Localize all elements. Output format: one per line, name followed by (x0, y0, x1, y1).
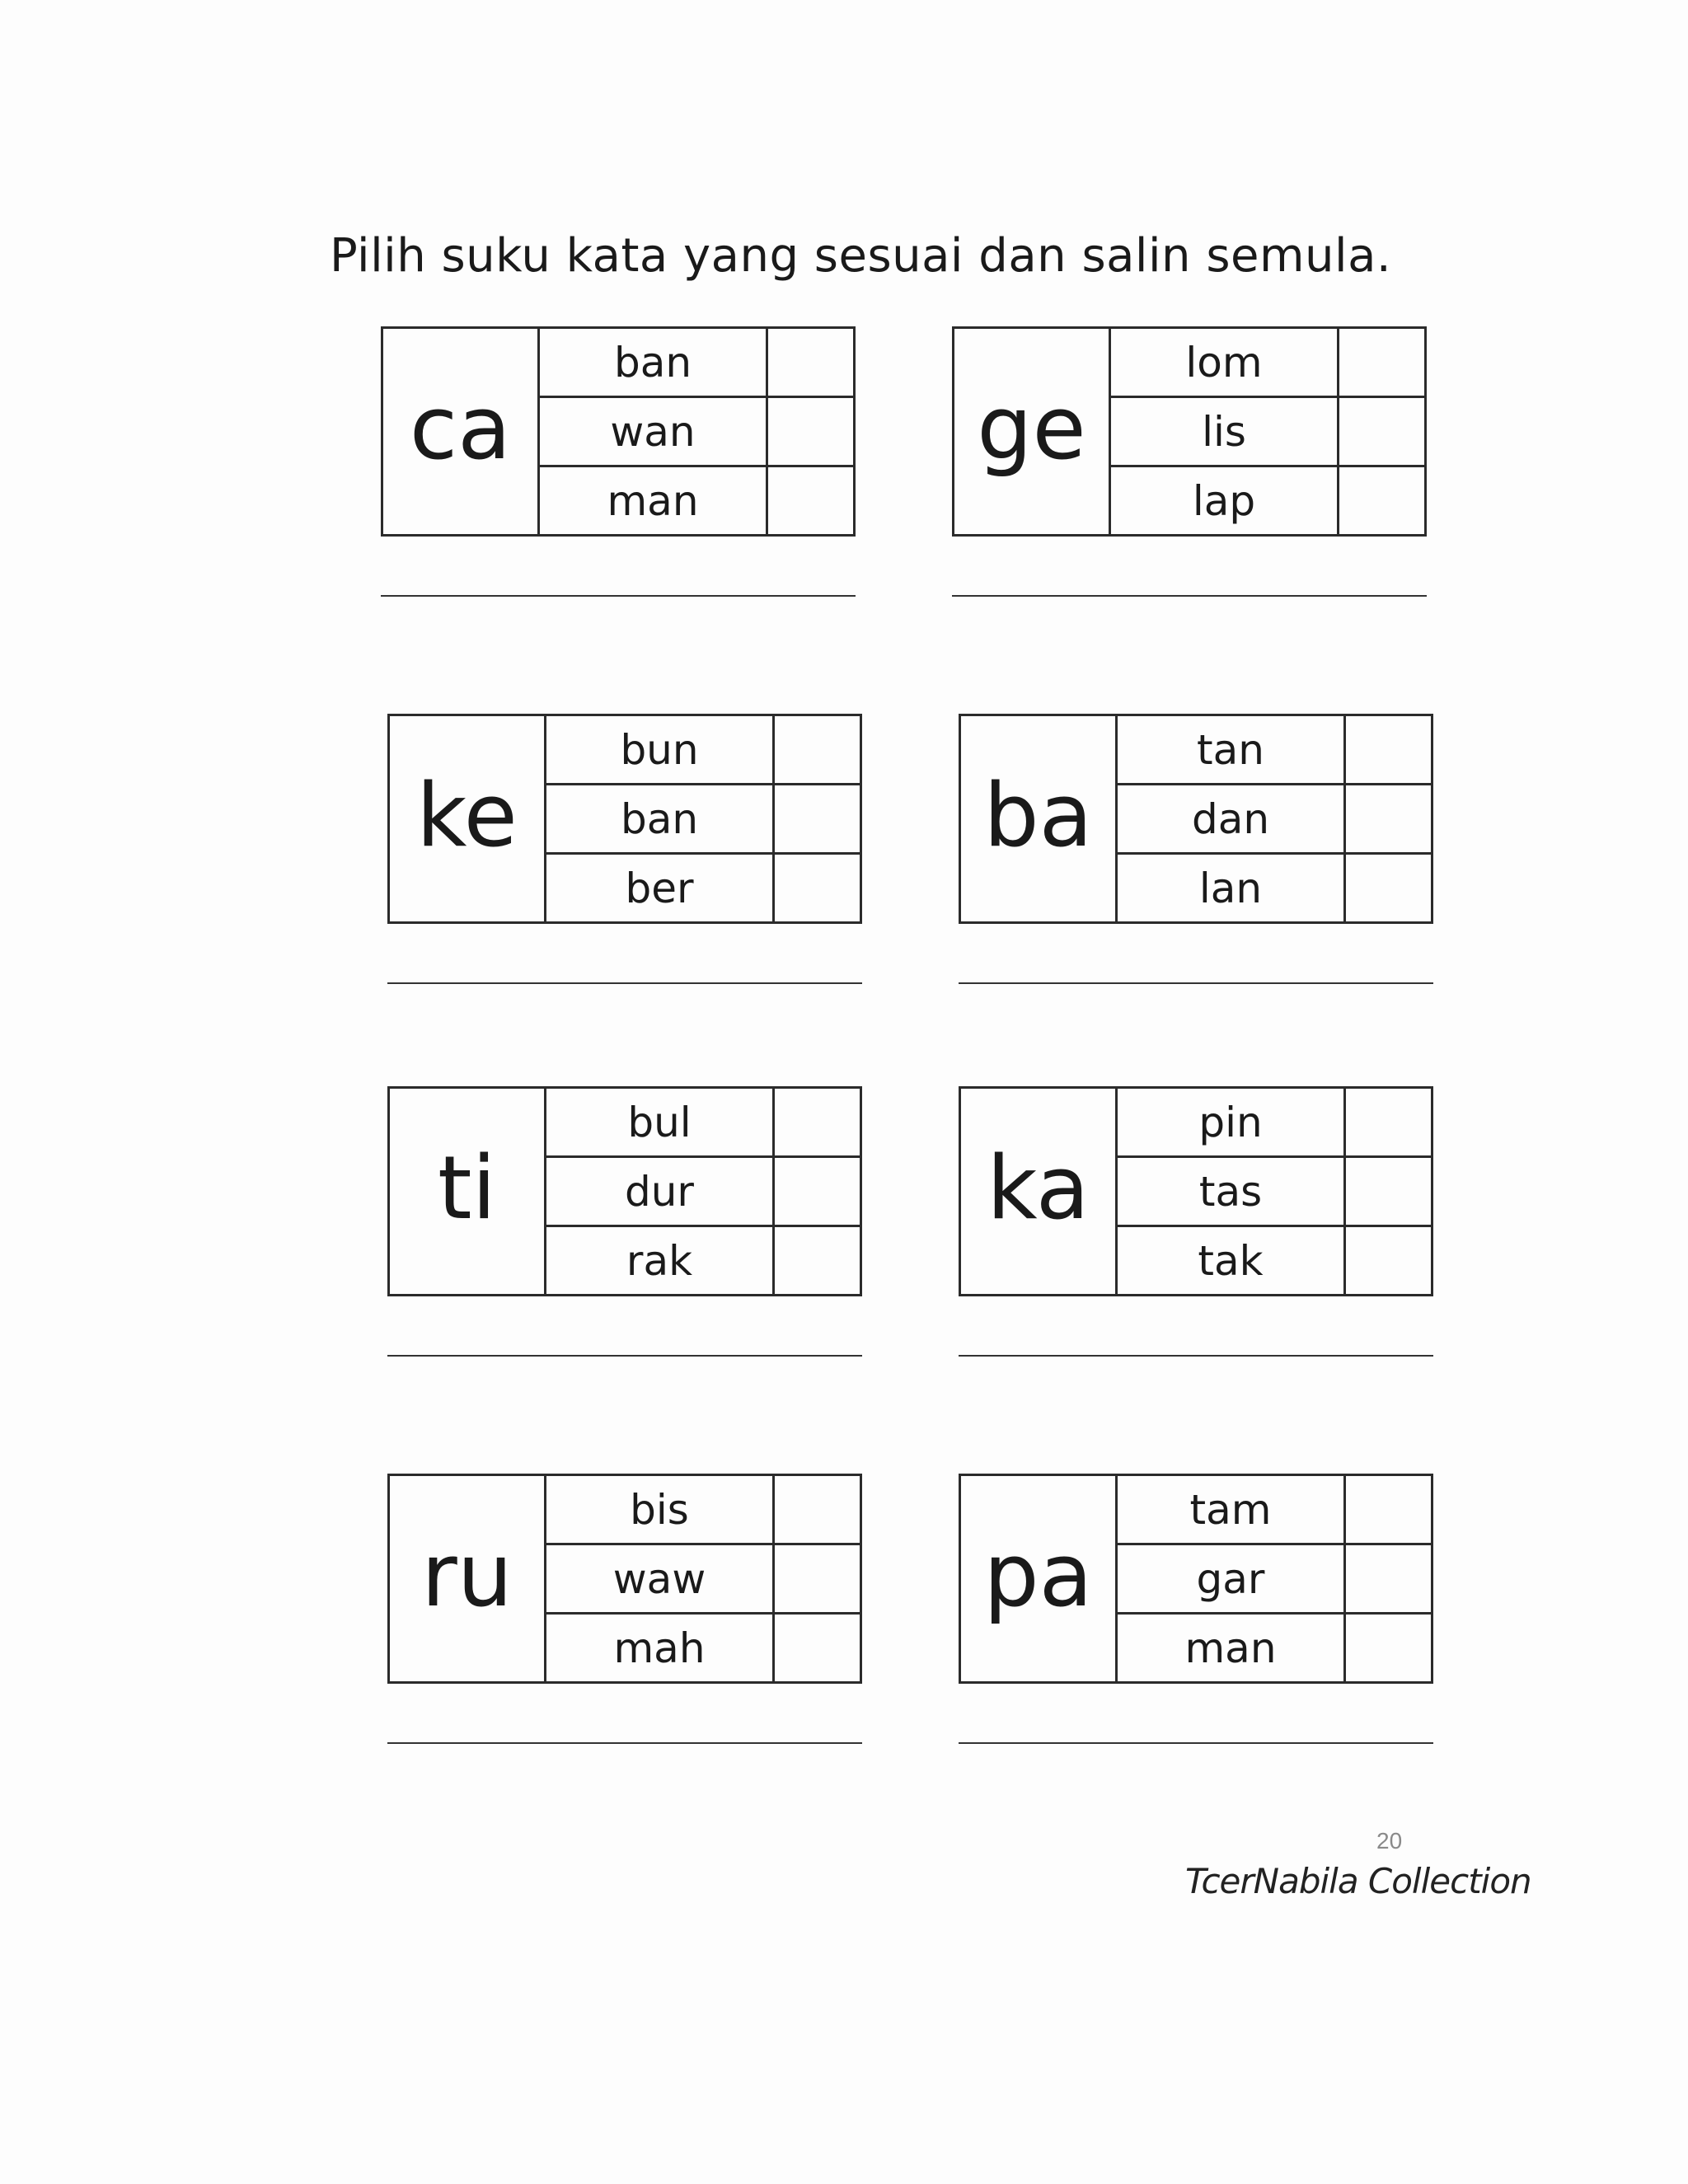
base-syllable: ru (390, 1476, 546, 1681)
option-list (1118, 1089, 1431, 1294)
option-checkbox[interactable] (775, 1158, 860, 1225)
option-syllable: bun (546, 716, 775, 783)
option-row (546, 1615, 860, 1681)
option-checkbox[interactable] (775, 1089, 860, 1155)
option-checkbox[interactable] (1339, 329, 1424, 396)
option-row (546, 785, 860, 855)
option-syllable: dur (546, 1158, 775, 1225)
page-number: 20 (1376, 1828, 1403, 1854)
option-row (1118, 785, 1431, 855)
base-syllable: ti (390, 1089, 546, 1294)
exercise-6 (959, 1086, 1433, 1296)
option-syllable: wan (540, 398, 768, 465)
base-syllable: pa (961, 1476, 1118, 1681)
exercise-5 (387, 1086, 862, 1296)
option-checkbox[interactable] (775, 785, 860, 852)
option-checkbox[interactable] (775, 716, 860, 783)
option-checkbox[interactable] (1339, 398, 1424, 465)
exercise-8 (959, 1474, 1433, 1684)
option-checkbox[interactable] (1346, 1476, 1431, 1543)
option-syllable: man (1118, 1615, 1346, 1681)
option-list (1118, 1476, 1431, 1681)
option-syllable: mah (546, 1615, 775, 1681)
option-row (546, 1158, 860, 1227)
option-syllable: rak (546, 1227, 775, 1294)
option-checkbox[interactable] (775, 1476, 860, 1543)
option-syllable: ban (546, 785, 775, 852)
base-syllable: ke (390, 716, 546, 921)
answer-line[interactable] (959, 1355, 1433, 1357)
option-syllable: waw (546, 1545, 775, 1612)
option-checkbox[interactable] (1346, 855, 1431, 921)
option-row (540, 329, 853, 398)
exercise-3 (387, 714, 862, 924)
option-syllable: dan (1118, 785, 1346, 852)
option-row (546, 716, 860, 785)
option-syllable: ban (540, 329, 768, 396)
option-list (540, 329, 853, 534)
option-list (546, 1089, 860, 1294)
answer-line[interactable] (381, 595, 856, 597)
option-row (1118, 1227, 1431, 1294)
answer-line[interactable] (952, 595, 1427, 597)
option-checkbox[interactable] (775, 1615, 860, 1681)
option-syllable: lom (1111, 329, 1339, 396)
option-checkbox[interactable] (1346, 716, 1431, 783)
option-syllable: lis (1111, 398, 1339, 465)
option-row (1118, 1615, 1431, 1681)
option-syllable: tan (1118, 716, 1346, 783)
syllable-table (959, 714, 1433, 924)
option-row (1118, 1545, 1431, 1615)
instruction-title: Pilih suku kata yang sesuai dan salin semula. (330, 229, 1392, 283)
option-checkbox[interactable] (1346, 785, 1431, 852)
syllable-table (959, 1474, 1433, 1684)
option-checkbox[interactable] (1339, 467, 1424, 534)
option-syllable: pin (1118, 1089, 1346, 1155)
option-syllable: gar (1118, 1545, 1346, 1612)
syllable-table (381, 326, 856, 537)
exercise-7 (387, 1474, 862, 1684)
option-row (546, 1545, 860, 1615)
syllable-table (952, 326, 1427, 537)
option-row (1111, 329, 1424, 398)
option-row (546, 1227, 860, 1294)
option-row (546, 1089, 860, 1158)
base-syllable: ca (383, 329, 540, 534)
answer-line[interactable] (959, 982, 1433, 984)
option-checkbox[interactable] (775, 855, 860, 921)
answer-line[interactable] (387, 1355, 862, 1357)
syllable-table (387, 1474, 862, 1684)
base-syllable: ba (961, 716, 1118, 921)
option-checkbox[interactable] (768, 398, 853, 465)
option-checkbox[interactable] (1346, 1615, 1431, 1681)
option-checkbox[interactable] (775, 1227, 860, 1294)
option-row (1118, 1476, 1431, 1545)
option-list (546, 716, 860, 921)
exercise-1 (381, 326, 856, 537)
option-checkbox[interactable] (1346, 1089, 1431, 1155)
option-syllable: bul (546, 1089, 775, 1155)
option-list (546, 1476, 860, 1681)
option-checkbox[interactable] (775, 1545, 860, 1612)
option-row (1118, 716, 1431, 785)
option-checkbox[interactable] (1346, 1545, 1431, 1612)
option-syllable: tak (1118, 1227, 1346, 1294)
option-checkbox[interactable] (1346, 1158, 1431, 1225)
option-list (1118, 716, 1431, 921)
option-checkbox[interactable] (1346, 1227, 1431, 1294)
option-list (1111, 329, 1424, 534)
option-syllable: bis (546, 1476, 775, 1543)
option-row (540, 398, 853, 467)
option-syllable: tas (1118, 1158, 1346, 1225)
option-syllable: lan (1118, 855, 1346, 921)
option-checkbox[interactable] (768, 329, 853, 396)
collection-credit: TcerNabila Collection (1185, 1861, 1531, 1901)
answer-line[interactable] (959, 1742, 1433, 1744)
option-row (1111, 398, 1424, 467)
syllable-table (387, 714, 862, 924)
option-row (1118, 1089, 1431, 1158)
option-row (546, 1476, 860, 1545)
answer-line[interactable] (387, 982, 862, 984)
option-syllable: tam (1118, 1476, 1346, 1543)
syllable-table (387, 1086, 862, 1296)
option-syllable: ber (546, 855, 775, 921)
option-row (1118, 1158, 1431, 1227)
base-syllable: ge (954, 329, 1111, 534)
option-syllable: man (540, 467, 768, 534)
option-row (1111, 467, 1424, 534)
option-checkbox[interactable] (768, 467, 853, 534)
answer-line[interactable] (387, 1742, 862, 1744)
exercise-4 (959, 714, 1433, 924)
option-syllable: lap (1111, 467, 1339, 534)
option-row (546, 855, 860, 921)
option-row (540, 467, 853, 534)
base-syllable: ka (961, 1089, 1118, 1294)
option-row (1118, 855, 1431, 921)
syllable-table (959, 1086, 1433, 1296)
exercise-2 (952, 326, 1427, 537)
